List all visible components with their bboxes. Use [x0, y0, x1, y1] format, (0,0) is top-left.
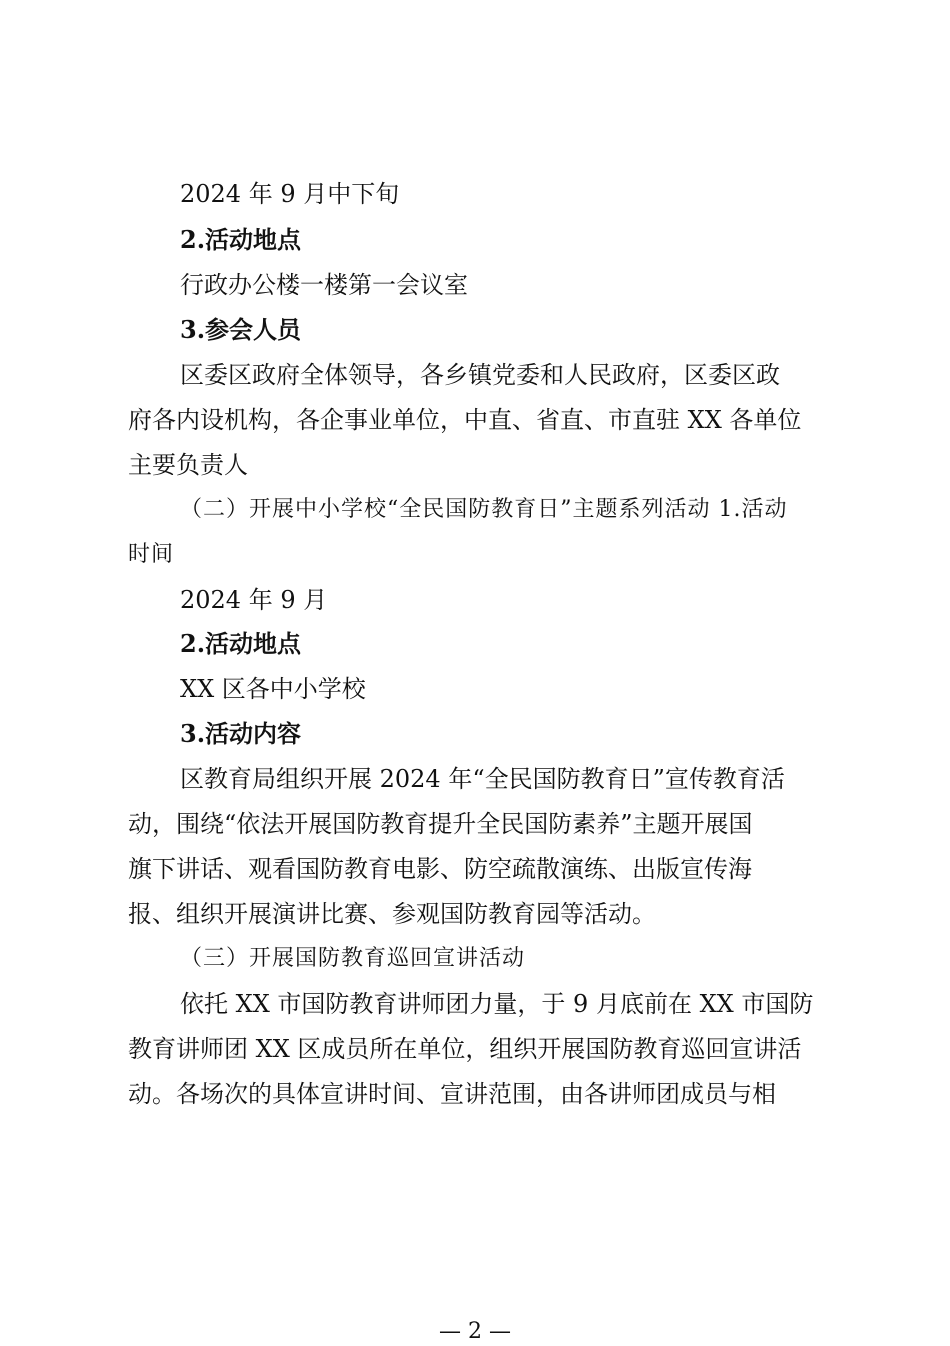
content-paragraph-line: 动，围绕“依法开展国防教育提升全民国防素养”主题开展国 [128, 810, 753, 838]
time-value: 2024 年 9 月中下旬 [180, 180, 400, 208]
attendees-paragraph-line: 区委区政府全体领导，各乡镇党委和人民政府，区委区政 [180, 361, 780, 389]
section-heading-location: 2.活动地点 [180, 629, 302, 658]
lectures-paragraph-line: 动。各场次的具体宣讲时间、宣讲范围，由各讲师团成员与相 [128, 1080, 776, 1108]
content-paragraph-line: 旗下讲话、观看国防教育电影、防空疏散演练、出版宣传海 [128, 855, 752, 883]
section-heading-content: 3.活动内容 [180, 719, 302, 748]
content-paragraph-line: 报、组织开展演讲比赛、参观国防教育园等活动。 [128, 900, 656, 928]
lectures-paragraph-line: 依托 XX 市国防教育讲师团力量，于 9 月底前在 XX 市国防 [180, 990, 814, 1018]
subsection-heading-schools-cont: 时间 [128, 542, 175, 567]
attendees-paragraph-line: 府各内设机构，各企事业单位，中直、省直、市直驻 XX 各单位 [128, 406, 802, 434]
subsection-heading-schools: （二）开展中小学校“全民国防教育日”主题系列活动 1.活动 [180, 497, 788, 522]
section-heading-attendees: 3.参会人员 [180, 315, 302, 344]
location-value: 行政办公楼一楼第一会议室 [180, 271, 468, 299]
page-number: — 2 — [439, 1319, 511, 1344]
section-heading-location: 2.活动地点 [180, 225, 302, 254]
content-paragraph-line: 区教育局组织开展 2024 年“全民国防教育日”宣传教育活 [180, 765, 785, 793]
lectures-paragraph-line: 教育讲师团 XX 区成员所在单位，组织开展国防教育巡回宣讲活 [128, 1035, 802, 1063]
subsection-heading-lectures: （三）开展国防教育巡回宣讲活动 [180, 946, 526, 971]
attendees-paragraph-line: 主要负责人 [128, 451, 248, 479]
location-value: XX 区各中小学校 [180, 675, 366, 703]
time-value: 2024 年 9 月 [180, 586, 328, 614]
